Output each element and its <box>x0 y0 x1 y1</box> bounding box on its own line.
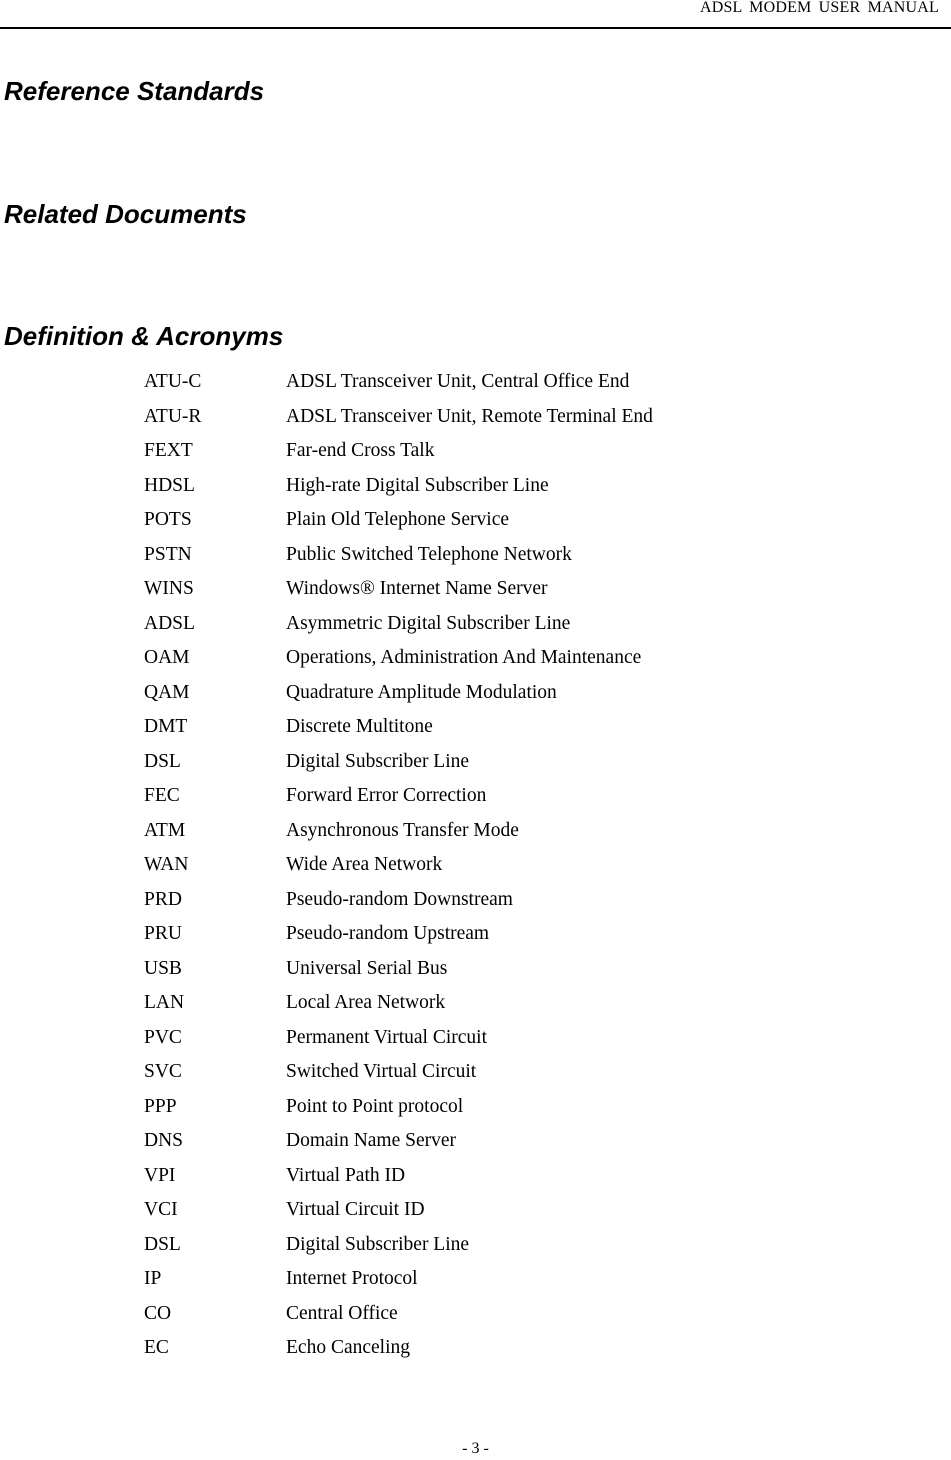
running-header <box>0 0 951 29</box>
acronym-term: CO <box>144 1302 172 1324</box>
acronym-row <box>144 406 844 441</box>
acronym-term: DMT <box>144 716 188 737</box>
acronym-row <box>144 958 844 993</box>
acronym-definition: Domain Name Server <box>286 1130 457 1151</box>
acronym-row <box>144 440 844 475</box>
acronym-term: PVC <box>144 1026 182 1048</box>
acronym-definition: Local Area Network <box>286 992 446 1013</box>
acronym-term: PRD <box>144 888 182 910</box>
acronym-definition: Forward Error Correction <box>286 785 487 806</box>
acronym-definition: Asynchronous Transfer Mode <box>286 819 519 841</box>
acronym-definition: Digital Subscriber Line <box>286 1233 470 1255</box>
acronym-term: FEXT <box>144 440 193 461</box>
acronym-definition: Internet Protocol <box>286 1268 418 1289</box>
acronym-term: ATU-R <box>144 405 202 427</box>
acronym-definition: Operations, Administration And Maintenance <box>286 647 642 668</box>
acronym-term: PSTN <box>144 543 192 565</box>
acronym-row <box>144 1027 844 1062</box>
acronym-definition: High-rate Digital Subscriber Line <box>286 474 549 496</box>
acronym-row <box>144 785 844 820</box>
acronym-row <box>144 578 844 613</box>
acronym-row <box>144 992 844 1027</box>
acronym-term: ATM <box>144 819 186 841</box>
acronym-definition: ADSL Transceiver Unit, Central Office End <box>286 371 630 392</box>
acronym-row <box>144 820 844 855</box>
acronym-term: PPP <box>144 1095 177 1117</box>
acronym-term: DNS <box>144 1130 184 1151</box>
acronym-term: ADSL <box>144 612 195 634</box>
acronym-row <box>144 475 844 510</box>
acronym-definition: Virtual Circuit ID <box>286 1199 425 1220</box>
acronym-term: VPI <box>144 1164 176 1186</box>
acronym-definition: Discrete Multitone <box>286 716 433 737</box>
acronym-term: WAN <box>144 854 189 875</box>
acronym-list <box>144 371 844 1372</box>
acronym-term: USB <box>144 957 182 979</box>
acronym-definition: Virtual Path ID <box>286 1164 406 1186</box>
acronym-term: PRU <box>144 923 182 944</box>
acronym-row <box>144 1337 844 1372</box>
acronym-definition: Asymmetric Digital Subscriber Line <box>286 612 571 634</box>
acronym-definition: Universal Serial Bus <box>286 957 448 979</box>
acronym-definition: Plain Old Telephone Service <box>286 509 510 530</box>
acronym-row <box>144 371 844 406</box>
acronym-term: SVC <box>144 1061 182 1082</box>
acronym-term: VCI <box>144 1199 178 1220</box>
page-number: - 3 - <box>462 1440 489 1457</box>
acronym-term: EC <box>144 1337 169 1358</box>
acronym-term: WINS <box>144 578 194 599</box>
acronym-term: DSL <box>144 1233 181 1255</box>
acronym-definition: Far-end Cross Talk <box>286 440 435 461</box>
acronym-term: POTS <box>144 509 192 530</box>
acronym-row <box>144 509 844 544</box>
acronym-term: LAN <box>144 992 185 1013</box>
acronym-term: OAM <box>144 647 190 668</box>
acronym-row <box>144 544 844 579</box>
acronym-definition: Public Switched Telephone Network <box>286 543 572 565</box>
acronym-term: ATU-C <box>144 371 202 392</box>
acronym-row <box>144 1061 844 1096</box>
acronym-row <box>144 716 844 751</box>
heading-definitions-acronyms: Definition & Acronyms <box>4 321 284 351</box>
acronym-definition: Digital Subscriber Line <box>286 750 470 772</box>
acronym-row <box>144 1096 844 1131</box>
acronym-term: IP <box>144 1268 162 1289</box>
acronym-definition: ADSL Transceiver Unit, Remote Terminal End <box>286 405 653 427</box>
acronym-definition: Point to Point protocol <box>286 1095 464 1117</box>
acronym-term: QAM <box>144 681 190 703</box>
acronym-row <box>144 889 844 924</box>
acronym-row <box>144 923 844 958</box>
acronym-term: DSL <box>144 750 181 772</box>
acronym-row <box>144 1199 844 1234</box>
acronym-definition: Wide Area Network <box>286 854 443 875</box>
acronym-row <box>144 647 844 682</box>
acronym-row <box>144 1303 844 1338</box>
heading-related-documents: Related Documents <box>4 199 247 229</box>
acronym-row <box>144 1234 844 1269</box>
acronym-definition: Echo Canceling <box>286 1337 410 1358</box>
acronym-row <box>144 682 844 717</box>
acronym-definition: Quadrature Amplitude Modulation <box>286 681 557 703</box>
acronym-definition: Pseudo-random Upstream <box>286 923 490 944</box>
acronym-term: FEC <box>144 785 180 806</box>
acronym-row <box>144 1165 844 1200</box>
acronym-row <box>144 613 844 648</box>
heading-reference-standards: Reference Standards <box>4 76 265 106</box>
acronym-row <box>144 854 844 889</box>
acronym-row <box>144 1130 844 1165</box>
acronym-definition: Permanent Virtual Circuit <box>286 1026 488 1048</box>
acronym-row <box>144 751 844 786</box>
acronym-definition: Switched Virtual Circuit <box>286 1061 477 1082</box>
running-header-title: ADSL MODEM USER MANUAL <box>699 0 939 16</box>
acronym-term: HDSL <box>144 474 195 496</box>
acronym-row <box>144 1268 844 1303</box>
acronym-definition: Pseudo-random Downstream <box>286 888 513 910</box>
acronym-definition: Central Office <box>286 1302 398 1324</box>
acronym-definition: Windows® Internet Name Server <box>286 578 548 599</box>
